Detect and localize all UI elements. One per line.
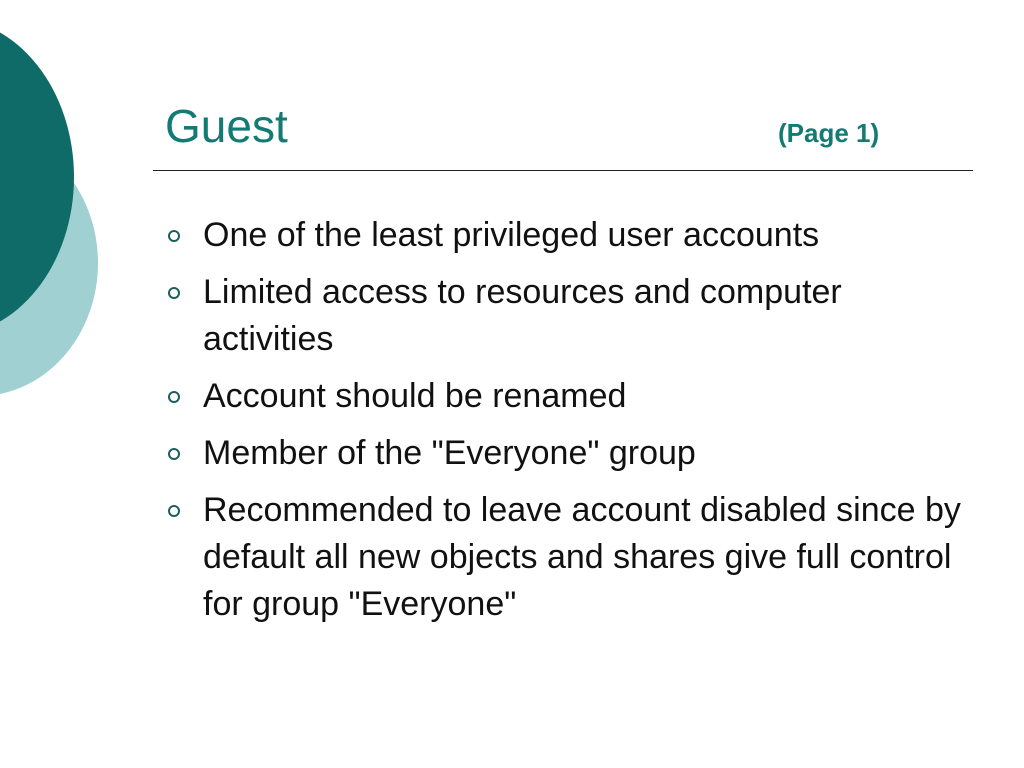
bullet-item	[165, 212, 975, 259]
bullet-item	[165, 430, 975, 477]
bullet-list	[165, 212, 975, 638]
bullet-text: Recommended to leave account disabled since by default all new objects and shares give full control for group "Everyone"	[203, 491, 961, 623]
bullet-circle-icon	[168, 391, 180, 403]
bullet-circle-icon	[168, 448, 180, 460]
slide-title: Guest	[165, 100, 288, 152]
bullet-text: Member of the "Everyone" group	[203, 434, 696, 472]
bullet-item	[165, 269, 975, 363]
bullet-text: Account should be renamed	[203, 377, 627, 415]
bullet-circle-icon	[168, 230, 180, 242]
bullet-text: Limited access to resources and computer activities	[203, 273, 842, 358]
page-label: (Page 1)	[778, 118, 880, 148]
bullet-item	[165, 487, 975, 628]
bullet-item	[165, 373, 975, 420]
title-divider	[153, 170, 973, 171]
bullet-circle-icon	[168, 505, 180, 517]
bullet-circle-icon	[168, 287, 180, 299]
bullet-text: One of the least privileged user accounts	[203, 216, 820, 254]
